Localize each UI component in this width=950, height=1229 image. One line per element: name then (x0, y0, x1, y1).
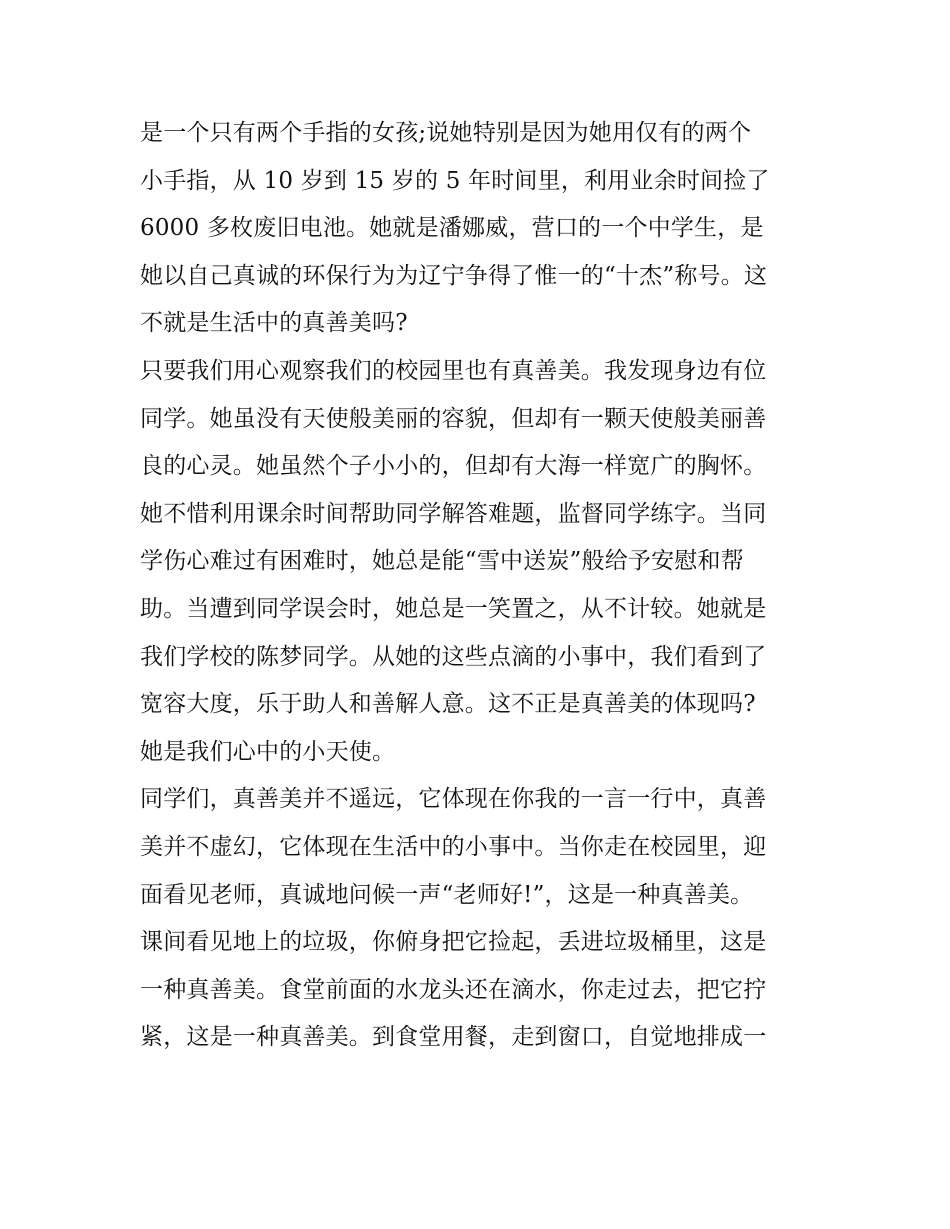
body-text (140, 110, 820, 1062)
text-line: 不就是生活中的真善美吗? (140, 310, 408, 337)
text-line: 是一个只有两个手指的女孩;说她特别是因为她用仅有的两个 (140, 120, 752, 146)
text-line: 小手指，从 10 岁到 15 岁的 5 年时间里，利用业余时间捡了 (140, 167, 770, 194)
text-line: 只要我们用心观察我们的校园里也有真善美。我发现身边有位 (140, 357, 767, 384)
text-line: 助。当遭到同学误会时，她总是一笑置之，从不计较。她就是 (140, 595, 767, 622)
text-line: 一种真善美。食堂前面的水龙头还在滴水，你走过去，把它拧 (140, 976, 767, 1003)
text-line: 紧，这是一种真善美。到食堂用餐，走到窗口，自觉地排成一 (140, 1024, 767, 1051)
text-line: 6000 多枚废旧电池。她就是潘娜威，营口的一个中学生，是 (140, 215, 764, 242)
text-line: 宽容大度，乐于助人和善解人意。这不正是真善美的体现吗? (140, 691, 756, 718)
text-line: 美并不虚幻，它体现在生活中的小事中。当你走在校园里，迎 (140, 833, 767, 860)
text-line: 她不惜利用课余时间帮助同学解答难题，监督同学练字。当同 (140, 500, 767, 527)
text-line: 课间看见地上的垃圾，你俯身把它捡起，丢进垃圾桶里，这是 (140, 929, 767, 956)
text-line: 她是我们心中的小天使。 (140, 738, 396, 765)
text-line: 她以自己真诚的环保行为为辽宁争得了惟一的“十杰”称号。这 (140, 262, 768, 289)
text-line: 我们学校的陈梦同学。从她的这些点滴的小事中，我们看到了 (140, 643, 767, 670)
text-line: 良的心灵。她虽然个子小小的，但却有大海一样宽广的胸怀。 (140, 453, 767, 480)
text-line: 同学们，真善美并不遥远，它体现在你我的一言一行中，真善 (140, 786, 767, 813)
text-line: 学伤心难过有困难时，她总是能“雪中送炭”般给予安慰和帮 (140, 548, 744, 575)
text-line: 面看见老师，真诚地问候一声“老师好!”，这是一种真善美。 (140, 881, 754, 908)
text-line: 同学。她虽没有天使般美丽的容貌，但却有一颗天使般美丽善 (140, 405, 767, 432)
